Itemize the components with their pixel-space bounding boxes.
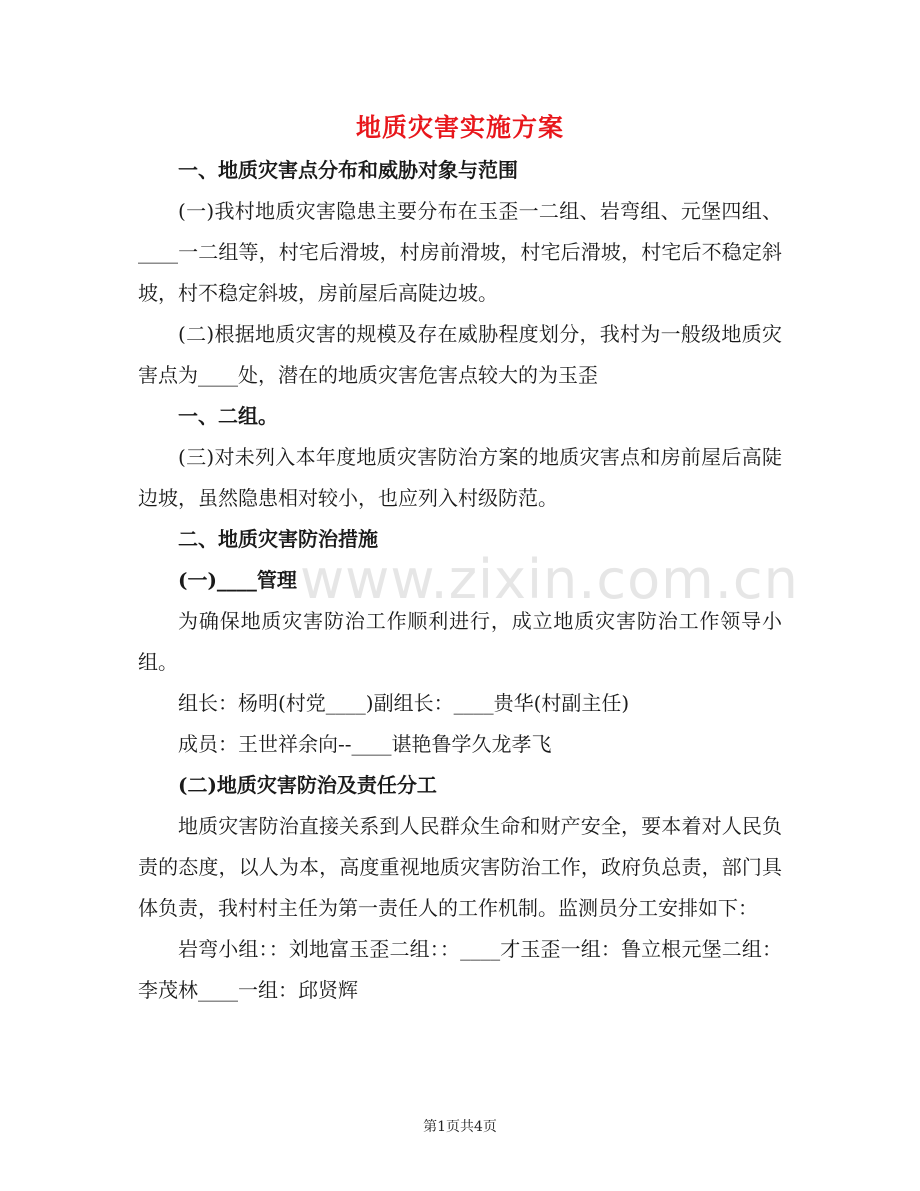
- section-heading-1: 一、地质灾害点分布和威胁对象与范围: [178, 158, 518, 182]
- watermark: www.zixin.com.cn: [300, 548, 799, 611]
- subheading-1: (一)____管理: [178, 568, 297, 592]
- paragraph-2: (二)根据地质灾害的规模及存在威胁程度划分，我村为一般级地质灾害点为____处，潜在的地质灾害危害点较大的为玉歪: [138, 322, 782, 387]
- paragraph-7: 成员：王世祥余向--____谌艳鲁学久龙孝飞: [178, 732, 552, 756]
- paragraph-6: 组长：杨明(村党____)副组长：____贵华(村副主任): [178, 691, 630, 715]
- page-number: 第1页共4页: [423, 1119, 497, 1135]
- paragraph-1: (一)我村地质灾害隐患主要分布在玉歪一二组、岩弯组、元堡四组、____一二组等，村宅后滑坡，村房前滑坡，村宅后滑坡，村宅后不稳定斜坡，村不稳定斜坡，房前屋后高陡边坡。: [138, 199, 782, 305]
- section-heading-2: 二、地质灾害防治措施: [178, 527, 378, 551]
- subheading-2: (二)地质灾害防治及责任分工: [178, 773, 437, 797]
- paragraph-3: 一、二组。: [178, 404, 278, 428]
- document-body: [138, 150, 782, 1011]
- document-title: 地质灾害实施方案: [355, 113, 564, 142]
- paragraph-9: 岩弯小组：：刘地富玉歪二组：：____才玉歪一组：鲁立根元堡二组：李茂林____一组：邱贤辉: [138, 937, 782, 1002]
- paragraph-4: (三)对未列入本年度地质灾害防治方案的地质灾害点和房前屋后高陡边坡，虽然隐患相对较小，也应列入村级防范。: [138, 445, 782, 510]
- paragraph-5: 为确保地质灾害防治工作顺利进行，成立地质灾害防治工作领导小组。: [138, 609, 782, 674]
- paragraph-8: 地质灾害防治直接关系到人民群众生命和财产安全，要本着对人民负责的态度，以人为本，高度重视地质灾害防治工作，政府负总责，部门具体负责，我村村主任为第一责任人的工作机制。监测员分工安排如下：: [138, 814, 782, 920]
